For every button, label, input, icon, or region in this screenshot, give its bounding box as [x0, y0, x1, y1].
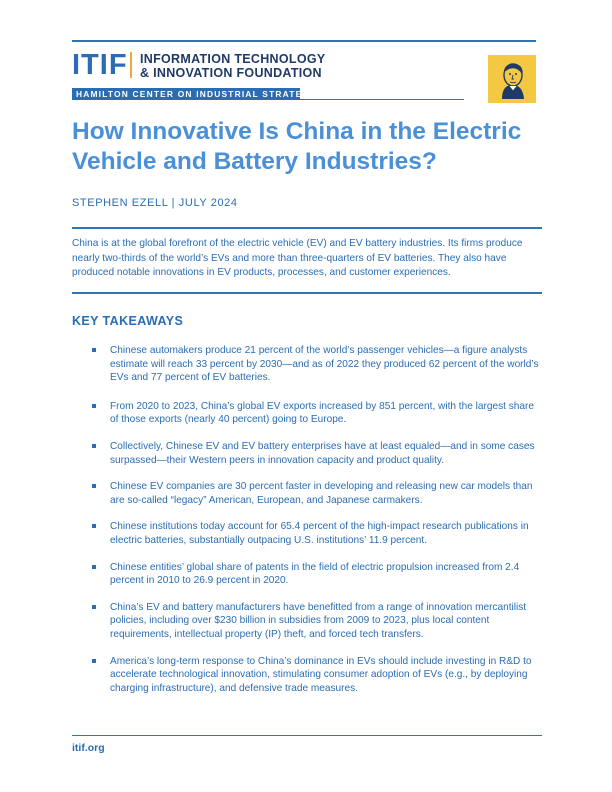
bullet-icon [92, 524, 96, 528]
takeaway-text: Chinese automakers produce 21 percent of the world’s passenger vehicles—a figure analysts estimate will reach 33 percent by 2030—and as of 2022 they produced 62 percent of the world’s EVs and 77 percent of EV batteries. [110, 345, 539, 384]
takeaway-text: From 2020 to 2023, China’s global EV exports increased by 851 percent, with the largest share of those exports (nearly 40 percent) going to Europe. [110, 400, 534, 426]
header-rule [300, 99, 464, 100]
org-name-line-1: INFORMATION TECHNOLOGY [140, 52, 326, 66]
itif-logo[interactable]: ITIF [72, 49, 128, 81]
abstract-bottom-rule [72, 292, 542, 294]
takeaway-item [92, 520, 542, 547]
bullet-icon [92, 659, 96, 663]
takeaway-text: China’s EV and battery manufacturers have benefitted from a range of innovation mercantilist policies, including over $230 billion in subsidies from 2009 to 2023, plus local content requirements, intellectual property (IP) theft, and forced tech transfers. [110, 601, 527, 640]
org-name-line-2: & INNOVATION FOUNDATION [140, 66, 322, 80]
takeaway-item [92, 400, 542, 427]
bullet-icon [92, 404, 96, 408]
takeaway-text: America’s long-term response to China’s dominance in EVs should include investing in R&D to accelerate technological innovation, stimulating consumer adoption of EVs (e.g., by deploying charging infrastructure), and defensive trade measures. [110, 655, 532, 694]
abstract-top-rule [72, 227, 542, 229]
top-rule [72, 40, 536, 42]
takeaway-item [92, 561, 542, 588]
hamilton-portrait-icon [488, 55, 536, 103]
key-takeaways-list [92, 344, 542, 708]
takeaway-item [92, 601, 542, 642]
takeaway-item [92, 480, 542, 507]
key-takeaways-heading: KEY TAKEAWAYS [72, 314, 184, 328]
organization-name [140, 52, 326, 80]
takeaway-item [92, 440, 542, 467]
footer-rule [72, 735, 542, 736]
takeaway-item [92, 655, 542, 696]
bullet-icon [92, 484, 96, 488]
takeaway-text: Collectively, Chinese EV and EV battery enterprises have at least equaled—and in some cases surpassed—their Western peers in innovation capacity and product quality. [110, 440, 535, 466]
bullet-icon [92, 444, 96, 448]
logo-separator [130, 52, 132, 78]
report-title: How Innovative Is China in the Electric Vehicle and Battery Industries? [72, 118, 522, 175]
bullet-icon [92, 605, 96, 609]
takeaway-text: Chinese institutions today account for 65.4 percent of the high-impact research publications in electric batteries, substantially outpacing U.S. institutions’ 11.9 percent. [110, 521, 529, 546]
takeaway-text: Chinese entities’ global share of patents in the field of electric propulsion increased from 2.4 percent in 2010 to 26.9 percent in 2020. [110, 561, 520, 587]
center-name-banner: HAMILTON CENTER ON INDUSTRIAL STRATEGY [72, 88, 300, 100]
takeaway-item [92, 344, 542, 385]
bullet-icon [92, 348, 96, 352]
website-link[interactable]: itif.org [72, 742, 105, 754]
bullet-icon [92, 565, 96, 569]
abstract-text: China is at the global forefront of the electric vehicle (EV) and EV battery industries. Its firms produce nearly two-thirds of the world’s EVs and more than three-quarters of EV batteries. They also have produced notable innovations in EV products, processes, and customer experiences. [72, 238, 523, 278]
author-date-byline: STEPHEN EZELL | JULY 2024 [72, 197, 238, 209]
takeaway-text: Chinese EV companies are 30 percent faster in developing and releasing new car models than are so-called “legacy” American, European, and Japanese carmakers. [110, 481, 533, 506]
